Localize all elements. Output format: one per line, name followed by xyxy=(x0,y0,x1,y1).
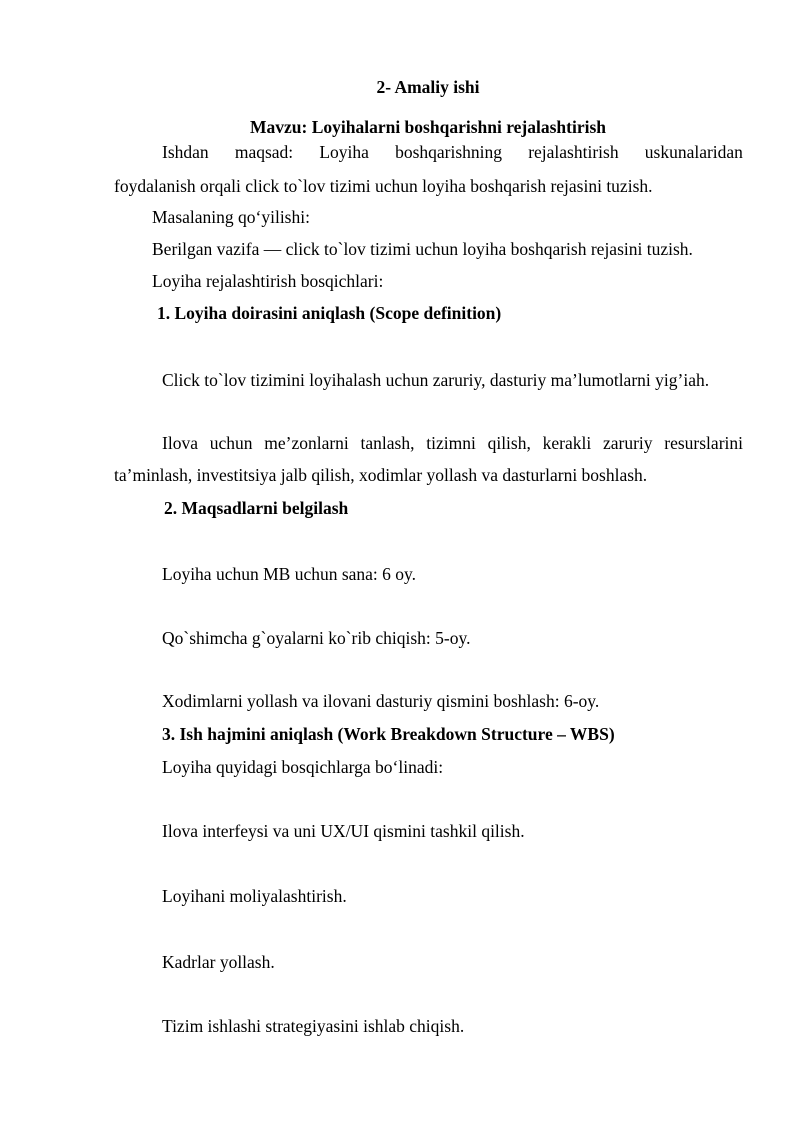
section1-heading: 1. Loyiha doirasini aniqlash (Scope definition) xyxy=(157,303,502,323)
p2-word: zaruriy xyxy=(602,433,653,453)
stages-heading: Loyiha rejalashtirish bosqichlari: xyxy=(152,271,384,291)
goal-word: boshqarishning xyxy=(395,142,503,162)
p2-word: kerakli xyxy=(542,433,592,453)
problem-heading: Masalaning qo‘yilishi: xyxy=(152,207,310,227)
p2-word: tizimni xyxy=(426,433,476,453)
section1-paragraph-2-line-2: ta’minlash, investitsiya jalb qilish, xodimlar yollash va dasturlarni boshlash. xyxy=(114,465,648,485)
goal-word: uskunalaridan xyxy=(644,142,743,162)
page-title: 2- Amaliy ishi xyxy=(376,77,480,97)
p2-word: tanlash, xyxy=(360,433,415,453)
p2-word: uchun xyxy=(209,433,253,453)
section2-heading: 2. Maqsadlarni belgilash xyxy=(164,498,349,518)
goal-line-1 xyxy=(162,141,743,163)
p2-word: resurslarini xyxy=(664,433,743,453)
section3-heading: 3. Ish hajmini aniqlash (Work Breakdown Structure – WBS) xyxy=(162,724,615,744)
section3-item: Loyihani moliyalashtirish. xyxy=(162,886,347,906)
p2-word: me’zonlarni xyxy=(264,433,349,453)
task-text: Berilgan vazifa — click to`lov tizimi uchun loyiha boshqarish rejasini tuzish. xyxy=(152,239,693,259)
goal-word: maqsad: xyxy=(234,142,294,162)
p2-word: Ilova xyxy=(162,433,198,453)
goal-word: rejalashtirish xyxy=(528,142,619,162)
section2-item: Loyiha uchun MB uchun sana: 6 oy. xyxy=(162,564,417,584)
section2-item: Qo`shimcha g`oyalarni ko`rib chiqish: 5-oy. xyxy=(162,628,471,648)
section3-item: Tizim ishlashi strategiyasini ishlab chiqish. xyxy=(162,1016,465,1036)
goal-word: Ishdan xyxy=(162,142,209,162)
section3-item: Kadrlar yollash. xyxy=(162,952,275,972)
goal-line-2: foydalanish orqali click to`lov tizimi uchun loyiha boshqarish rejasini tuzish. xyxy=(114,176,653,196)
section1-paragraph-1: Click to`lov tizimini loyihalash uchun zaruriy, dasturiy ma’lumotlarni yig’iah. xyxy=(162,370,710,390)
goal-word: Loyiha xyxy=(319,142,369,162)
section3-item: Ilova interfeysi va uni UX/UI qismini tashkil qilish. xyxy=(162,821,525,841)
p2-word: qilish, xyxy=(487,433,531,453)
section1-paragraph-2-line-1 xyxy=(162,432,743,454)
subject-heading: Mavzu: Loyihalarni boshqarishni rejalashtirish xyxy=(249,117,607,137)
section2-item: Xodimlarni yollash va ilovani dasturiy qismini boshlash: 6-oy. xyxy=(162,691,600,711)
section3-intro: Loyiha quyidagi bosqichlarga bo‘linadi: xyxy=(162,757,444,777)
